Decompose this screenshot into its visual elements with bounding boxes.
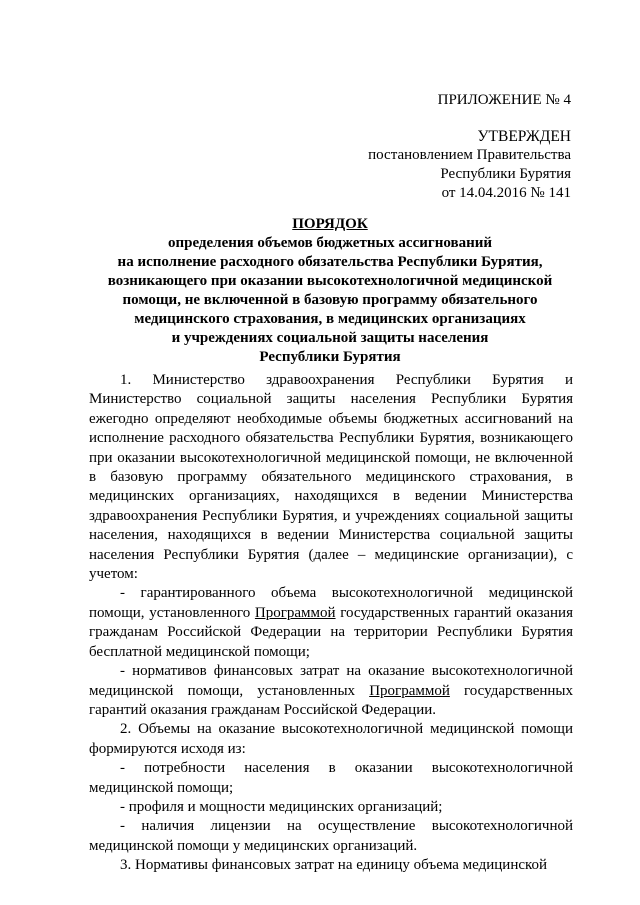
approval-date-line: от 14.04.2016 № 141 <box>441 185 571 201</box>
approved-label: УТВЕРЖДЕН <box>477 128 571 145</box>
approval-line-2: Республики Бурятия <box>440 166 571 182</box>
bullet-text: государственных гарантий оказания гражданам Российской Федерации. <box>89 682 573 718</box>
title-line: медицинского страхования, в медицинских организациях <box>134 311 526 327</box>
bullet-text: - гарантированного объема высокотехнологичной медицинской помощи, установленного <box>89 585 573 621</box>
paragraph-1: 1. Министерство здравоохранения Республики Бурятия и Министерство социальной защиты населения Республики Бурятия ежегодно определяют необходимые объемы бюджетных ассигнований на исполнение расходного обязательства Республики Бурятия, возникающего при оказании высокотехнологичной медицинской помощи, не включенной в базовую программу обязательного медицинского страхования, в медицинских организациях, находящихся в ведении Министерства здравоохранения Республики Бурятия, и учреждениях социальной защиты населения, находящихся в ведении Министерства социальной защиты населения Республики Бурятия (далее – медицинские организации), с учетом: <box>89 372 573 583</box>
title-line: возникающего при оказании высокотехнологичной медицинской <box>107 273 553 289</box>
document-title <box>60 215 600 367</box>
title-line: на исполнение расходного обязательства Республики Бурятия, <box>117 254 543 270</box>
bullet-item-5: - наличия лицензии на осуществление высокотехнологичной медицинской помощи у медицинских организаций. <box>89 818 573 854</box>
title-line: определения объемов бюджетных ассигнований <box>167 235 492 251</box>
title-line: помощи, не включенной в базовую программу обязательного <box>122 292 538 308</box>
paragraph-3: 3. Нормативы финансовых затрат на единицу объема медицинской <box>120 857 548 874</box>
title-heading: ПОРЯДОК <box>292 216 368 232</box>
approval-line-1: постановлением Правительства <box>368 147 571 163</box>
paragraph-2: 2. Объемы на оказание высокотехнологичной медицинской помощи формируются исходя из: <box>89 721 573 757</box>
title-line: и учреждениях социальной защиты населения <box>171 330 489 346</box>
appendix-label: ПРИЛОЖЕНИЕ № 4 <box>437 92 571 108</box>
approval-block <box>368 127 571 203</box>
bullet-item-4: - профиля и мощности медицинских организаций; <box>120 798 443 815</box>
bullet-text: - нормативов финансовых затрат на оказание высокотехнологичной медицинской помощи, установленных <box>89 663 573 699</box>
bullet-item-2 <box>89 662 573 720</box>
program-link[interactable]: Программой <box>369 682 450 699</box>
bullet-text: государственных гарантий оказания гражданам Российской Федерации на территории Республики Бурятия бесплатной медицинской помощи; <box>89 604 573 660</box>
document-body <box>89 371 573 876</box>
bullet-item-3: - потребности населения в оказании высокотехнологичной медицинской помощи; <box>89 760 573 796</box>
bullet-item-1 <box>89 584 573 662</box>
title-line: Республики Бурятия <box>259 349 401 365</box>
program-link[interactable]: Программой <box>254 604 336 621</box>
